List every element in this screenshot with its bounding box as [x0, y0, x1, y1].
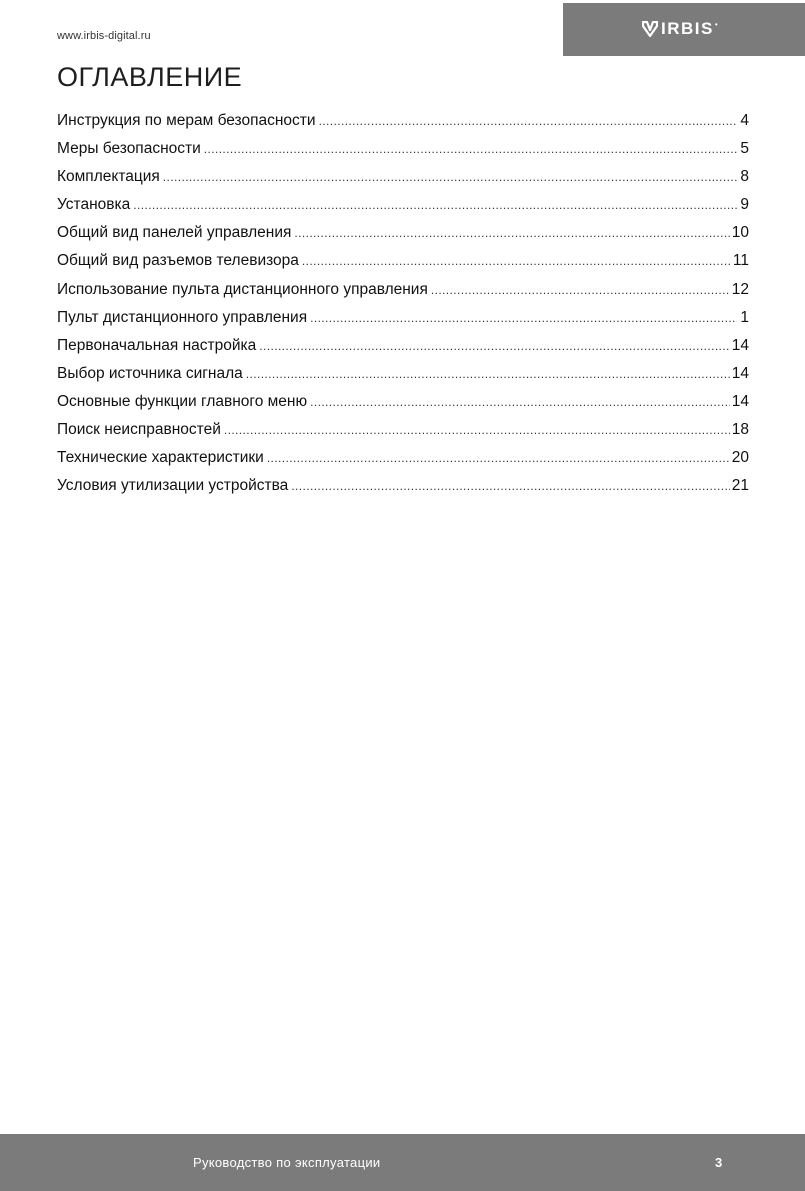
toc-entry-label: Общий вид разъемов телевизора	[57, 252, 299, 270]
toc-entry-label: Общий вид панелей управления	[57, 224, 292, 242]
toc-leader-dots	[302, 254, 731, 268]
toc-entry[interactable]	[57, 365, 749, 393]
toc-leader-dots	[310, 395, 730, 409]
toc-entry-page: 20	[731, 449, 749, 467]
toc-leader-dots	[319, 114, 737, 128]
toc-entry-page: 1	[740, 308, 749, 326]
toc-entry-label: Основные функции главного меню	[57, 392, 308, 410]
toc-entry[interactable]	[57, 393, 749, 421]
toc-leader-dots	[204, 142, 737, 156]
toc-entry[interactable]	[57, 281, 749, 309]
toc-entry[interactable]	[57, 112, 749, 140]
toc-entry-label: Выбор источника сигнала	[57, 364, 243, 382]
toc-entry[interactable]	[57, 449, 749, 477]
toc-entry[interactable]	[57, 196, 749, 224]
footer-page-number: 3	[715, 1155, 723, 1170]
toc-leader-dots	[224, 423, 730, 437]
toc-entry[interactable]	[57, 140, 749, 168]
footer-title: Руководство по эксплуатации	[193, 1155, 381, 1170]
toc-leader-dots	[259, 339, 729, 353]
toc-entry[interactable]	[57, 421, 749, 449]
toc-entry-label: Инструкция по мерам безопасности	[57, 112, 316, 129]
toc-leader-dots	[294, 226, 729, 240]
brand-logo	[642, 20, 718, 37]
toc-leader-dots	[133, 198, 737, 212]
table-of-contents	[57, 112, 749, 505]
toc-entry[interactable]	[57, 252, 749, 280]
toc-entry[interactable]	[57, 224, 749, 252]
toc-entry-page: 5	[740, 140, 749, 158]
toc-leader-dots	[291, 479, 729, 493]
toc-entry-label: Меры безопасности	[57, 140, 201, 158]
site-url[interactable]: www.irbis-digital.ru	[57, 30, 151, 42]
brand-mark: •	[714, 20, 718, 29]
toc-entry-label: Поиск неисправностей	[57, 421, 221, 439]
toc-entry-label: Первоначальная настройка	[57, 336, 257, 354]
toc-entry-label: Пульт дистанционного управления	[57, 308, 308, 326]
toc-entry-label: Условия утилизации устройства	[57, 477, 289, 495]
toc-entry-label: Комплектация	[57, 168, 160, 186]
toc-entry-page: 14	[731, 336, 749, 354]
toc-entry-page: 21	[731, 477, 749, 495]
toc-entry[interactable]	[57, 309, 749, 337]
toc-entry-label: Использование пульта дистанционного управления	[57, 280, 428, 298]
toc-leader-dots	[310, 311, 737, 325]
toc-entry-label: Технические характеристики	[57, 449, 264, 467]
toc-entry-page: 9	[740, 196, 749, 214]
brand-banner	[563, 3, 805, 56]
toc-entry-page: 11	[732, 252, 749, 270]
toc-entry-page: 14	[731, 364, 749, 382]
toc-entry[interactable]	[57, 477, 749, 505]
toc-leader-dots	[431, 283, 730, 297]
toc-entry-page: 8	[740, 168, 749, 186]
toc-entry[interactable]	[57, 337, 749, 365]
toc-entry-label: Установка	[57, 196, 131, 214]
footer-bar	[0, 1134, 805, 1191]
toc-leader-dots	[246, 367, 730, 381]
toc-leader-dots	[163, 170, 737, 184]
toc-entry-page: 14	[731, 392, 749, 410]
toc-entry-page: 4	[740, 112, 749, 129]
brand-name: IRBIS	[661, 19, 714, 38]
irbis-logo-icon	[642, 21, 658, 37]
toc-entry[interactable]	[57, 168, 749, 196]
toc-entry-page: 18	[731, 421, 749, 439]
toc-entry-page: 12	[731, 280, 749, 298]
toc-entry-page: 10	[731, 224, 749, 242]
toc-leader-dots	[267, 451, 730, 465]
page-title: ОГЛАВЛЕНИЕ	[57, 62, 243, 92]
